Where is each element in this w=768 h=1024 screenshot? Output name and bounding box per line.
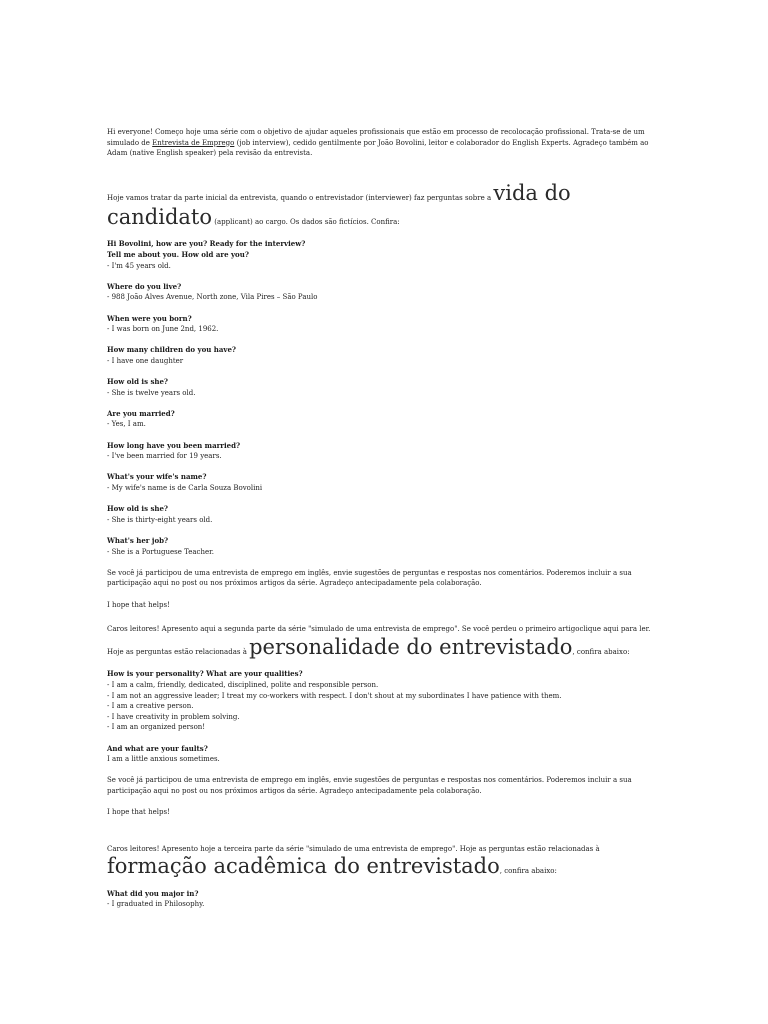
question: Where do you live? bbox=[107, 281, 182, 291]
part1-hope: I hope that helps! bbox=[107, 600, 170, 609]
entrevista-link[interactable]: Entrevista de Emprego bbox=[152, 138, 235, 147]
question: Tell me about you. How old are you? bbox=[107, 249, 249, 259]
part1-lead: Hoje vamos tratar da parte inicial da entrevista, quando o entrevistador (interviewer) faz perguntas sobre a vida do candidato (applicant) ao cargo. Os dados são fictícios. Confira: bbox=[107, 180, 571, 229]
question: What's your wife's name? bbox=[107, 472, 207, 482]
part2-hope: I hope that helps! bbox=[107, 808, 170, 817]
answer: - I am not an aggressive leader; I treat my co-workers with respect. I don't shout at my subordinates I have patience with them. bbox=[107, 691, 562, 700]
answer: - I am a calm, friendly, dedicated, disciplined, polite and responsible person. bbox=[107, 680, 379, 689]
part1-highlight: vida do candidato bbox=[107, 180, 571, 229]
answer: - I've been married for 19 years. bbox=[107, 452, 222, 461]
part3-highlight: formação acadêmica do entrevistado bbox=[107, 854, 500, 879]
question: What did you major in? bbox=[107, 888, 199, 898]
intro-paragraph: Hi everyone! Começo hoje uma série com o objetivo de ajudar aqueles profissionais que estão em processo de recolocação profissional. Trata-se de um simulado de Entrevista de Emprego (job interview), cedido gentilmente por João Bovolini, leitor e colaborador do English Experts. Agradeço também ao Adam (native English speaker) pela revisão da entrevista. bbox=[107, 128, 649, 158]
answer: - I am an organized person! bbox=[107, 723, 206, 732]
part1-closing: Se você já participou de uma entrevista de emprego em inglês, envie sugestões de perguntas e respostas nos comentários. Poderemos incluir a sua participação aqui no post ou nos próximos artigos da série. Agradeço antecipadamente pela colaboração. bbox=[107, 568, 632, 588]
article-body bbox=[107, 127, 667, 910]
answer: - 988 João Alves Avenue, North zone, Vila Pires – São Paulo bbox=[107, 293, 318, 302]
question: Are you married? bbox=[107, 408, 175, 418]
answer: - I'm 45 years old. bbox=[107, 261, 171, 270]
part2-closing: Se você já participou de uma entrevista de emprego em inglês, envie sugestões de perguntas e respostas nos comentários. Poderemos incluir a sua participação aqui no post ou nos próximos artigos da série. Agradeço antecipadamente pela colaboração. bbox=[107, 776, 632, 795]
answer: - I graduated in Philosophy. bbox=[107, 900, 205, 909]
part3-lead: Caros leitores! Apresento hoje a terceira parte da série "simulado de uma entrevista de emprego". Hoje as perguntas estão relacionadas à formação acadêmica do entrevistado, confira abaixo: bbox=[107, 844, 600, 879]
question: What's her job? bbox=[107, 536, 169, 545]
question: How long have you been married? bbox=[107, 440, 241, 450]
question: How old is she? bbox=[107, 377, 169, 387]
question: When were you born? bbox=[107, 313, 192, 323]
question: How old is she? bbox=[107, 504, 169, 514]
answer: I am a little anxious sometimes. bbox=[107, 755, 220, 764]
question: Hi Bovolini, how are you? Ready for the interview? bbox=[107, 239, 306, 249]
question: How is your personality? What are your qualities? bbox=[107, 669, 303, 679]
question: How many children do you have? bbox=[107, 345, 237, 355]
question: And what are your faults? bbox=[107, 743, 208, 753]
part2-lead: Caros leitores! Apresento aqui a segunda parte da série "simulado de uma entrevista de emprego". Se você perdeu o primeiro artigoclique aqui para ler. Hoje as perguntas estão relacionadas à personalidade do entrevistado, confira abaixo: bbox=[107, 625, 651, 659]
answer: - My wife's name is de Carla Souza Bovolini bbox=[107, 484, 263, 493]
answer: - I have one daughter bbox=[107, 356, 184, 365]
answer: - Yes, I am. bbox=[107, 420, 146, 429]
answer: - She is thirty-eight years old. bbox=[107, 515, 213, 524]
part2-highlight: personalidade do entrevistado bbox=[249, 634, 573, 659]
answer: - She is a Portuguese Teacher. bbox=[107, 547, 214, 556]
answer: - She is twelve years old. bbox=[107, 388, 196, 397]
answer: - I have creativity in problem solving. bbox=[107, 712, 240, 721]
answer: - I was born on June 2nd, 1962. bbox=[107, 325, 219, 334]
answer: - I am a creative person. bbox=[107, 702, 194, 711]
